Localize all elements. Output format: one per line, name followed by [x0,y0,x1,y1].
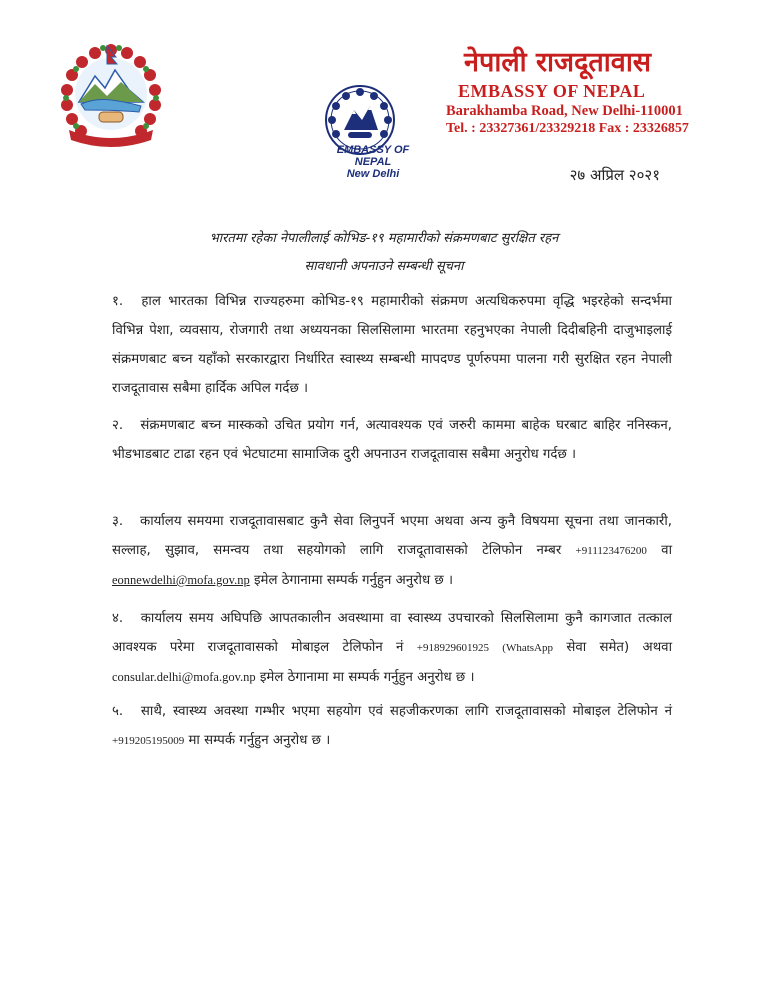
embassy-address: Barakhamba Road, New Delhi-110001 [446,103,683,119]
paragraph-4 [112,604,672,692]
paragraph-text: हाल भारतका विभिन्न राज्यहरुमा कोभिड-१९ महामारीको संक्रमण अत्यधिकरुपमा वृद्धि भइरहेको सन्दर्भमा विभिन्न पेशा, व्यवसाय, रोजगारी तथा अध्ययनका सिलसिलामा भारतमा रहनुभएका नेपाली दिदीबहिनी दाजुभाइलाई संक्रमणबाट बच्न यहाँको सरकारद्वारा निर्धारित स्वास्थ्य सम्बन्धी मापदण्ड पूर्णरुपमा पालना गरी सुरक्षित रहन नेपाली राजदूतावास सबैमा हार्दिक अपिल गर्दछ । [112,294,673,396]
mobile-number: +918929601925 [416,642,489,654]
document-date: २७ अप्रिल २०२१ [569,166,660,184]
paragraph-text: इमेल ठेगानामा सम्पर्क गर्नुहुन अनुरोध छ । [254,573,453,588]
paragraph-1 [112,287,672,403]
paragraph-2 [112,411,672,469]
national-emblem-icon [55,42,167,154]
paragraph-number: ४. [112,611,124,626]
paragraph-text: संक्रमणबाट बच्न मास्कको उचित प्रयोग गर्न, अत्यावश्यक एवं जरुरी काममा बाहेक घरबाट बाहिर ननिस्कन, भीडभाडबाट टाढा रहन एवं भेटघाटमा सामाजिक दुरी अपनाउन राजदूतावास सबैमा अनुरोध गर्दछ । [112,418,672,462]
paragraph-text: इमेल ठेगानामा मा सम्पर्क गर्नुहुन अनुरोध छ । [259,670,475,685]
paragraph-text: अथवा [642,640,673,655]
paragraph-number: २. [112,418,124,433]
paragraph-3 [112,507,672,595]
paragraph-number: १. [112,294,124,309]
notice-title-line-2: सावधानी अपनाउने सम्बन्धी सूचना [304,259,464,274]
letterhead [446,46,746,138]
paragraph-text: कार्यालय समयमा राजदूतावासबाट कुनै सेवा लिनुपर्ने भएमा अथवा अन्य कुनै विषयमा सूचना तथा जानकारी, सल्लाह, सुझाव, समन्वय तथा सहयोगको लागि राजदूतावासको टेलिफोन नम्बर [112,514,672,558]
paragraph-5 [112,697,672,756]
notice-title-line-1: भारतमा रहेका नेपालीलाई कोभिड-१९ महामारीको संक्रमणबाट सुरक्षित रहन [209,231,559,246]
seal-line-1: EMBASSY OF NEPAL [336,144,410,168]
seal-caption [318,144,428,180]
paragraph-text: सेवा समेत) [566,640,630,655]
embassy-telephone: Tel. : 23327361/23329218 Fax : 23326857 [446,121,689,136]
mobile-number: +919205195009 [112,735,185,747]
paragraph-number: ३. [112,514,124,529]
embassy-name-english: EMBASSY OF NEPAL [458,81,646,101]
email-address[interactable]: consular.delhi@mofa.gov.np [112,670,256,684]
embassy-name-nepali: नेपाली राजदूतावास [464,47,652,78]
notice-title [110,225,658,281]
paragraph-text: वा [661,543,673,558]
whatsapp-label: (WhatsApp [502,642,554,654]
telephone-number: +911123476200 [575,545,647,557]
seal-line-2: New Delhi [346,168,400,180]
paragraph-text: मा सम्पर्क गर्नुहुन अनुरोध छ । [188,733,331,748]
paragraph-number: ५. [112,704,124,719]
paragraph-text: साथै, स्वास्थ्य अवस्था गम्भीर भएमा सहयोग एवं सहजीकरणका लागि राजदूतावासको मोबाइल टेलिफोन नं [140,704,672,719]
paragraph-text: कार्यालय समय अघिपछि आपतकालीन अवस्थामा वा स्वास्थ्य उपचारको सिलसिलामा कुनै कागजात तत्काल आवश्यक परेमा राजदूतावासको मोबाइल टेलिफोन नं [112,611,672,655]
email-link[interactable]: eonnewdelhi@mofa.gov.np [112,573,250,587]
